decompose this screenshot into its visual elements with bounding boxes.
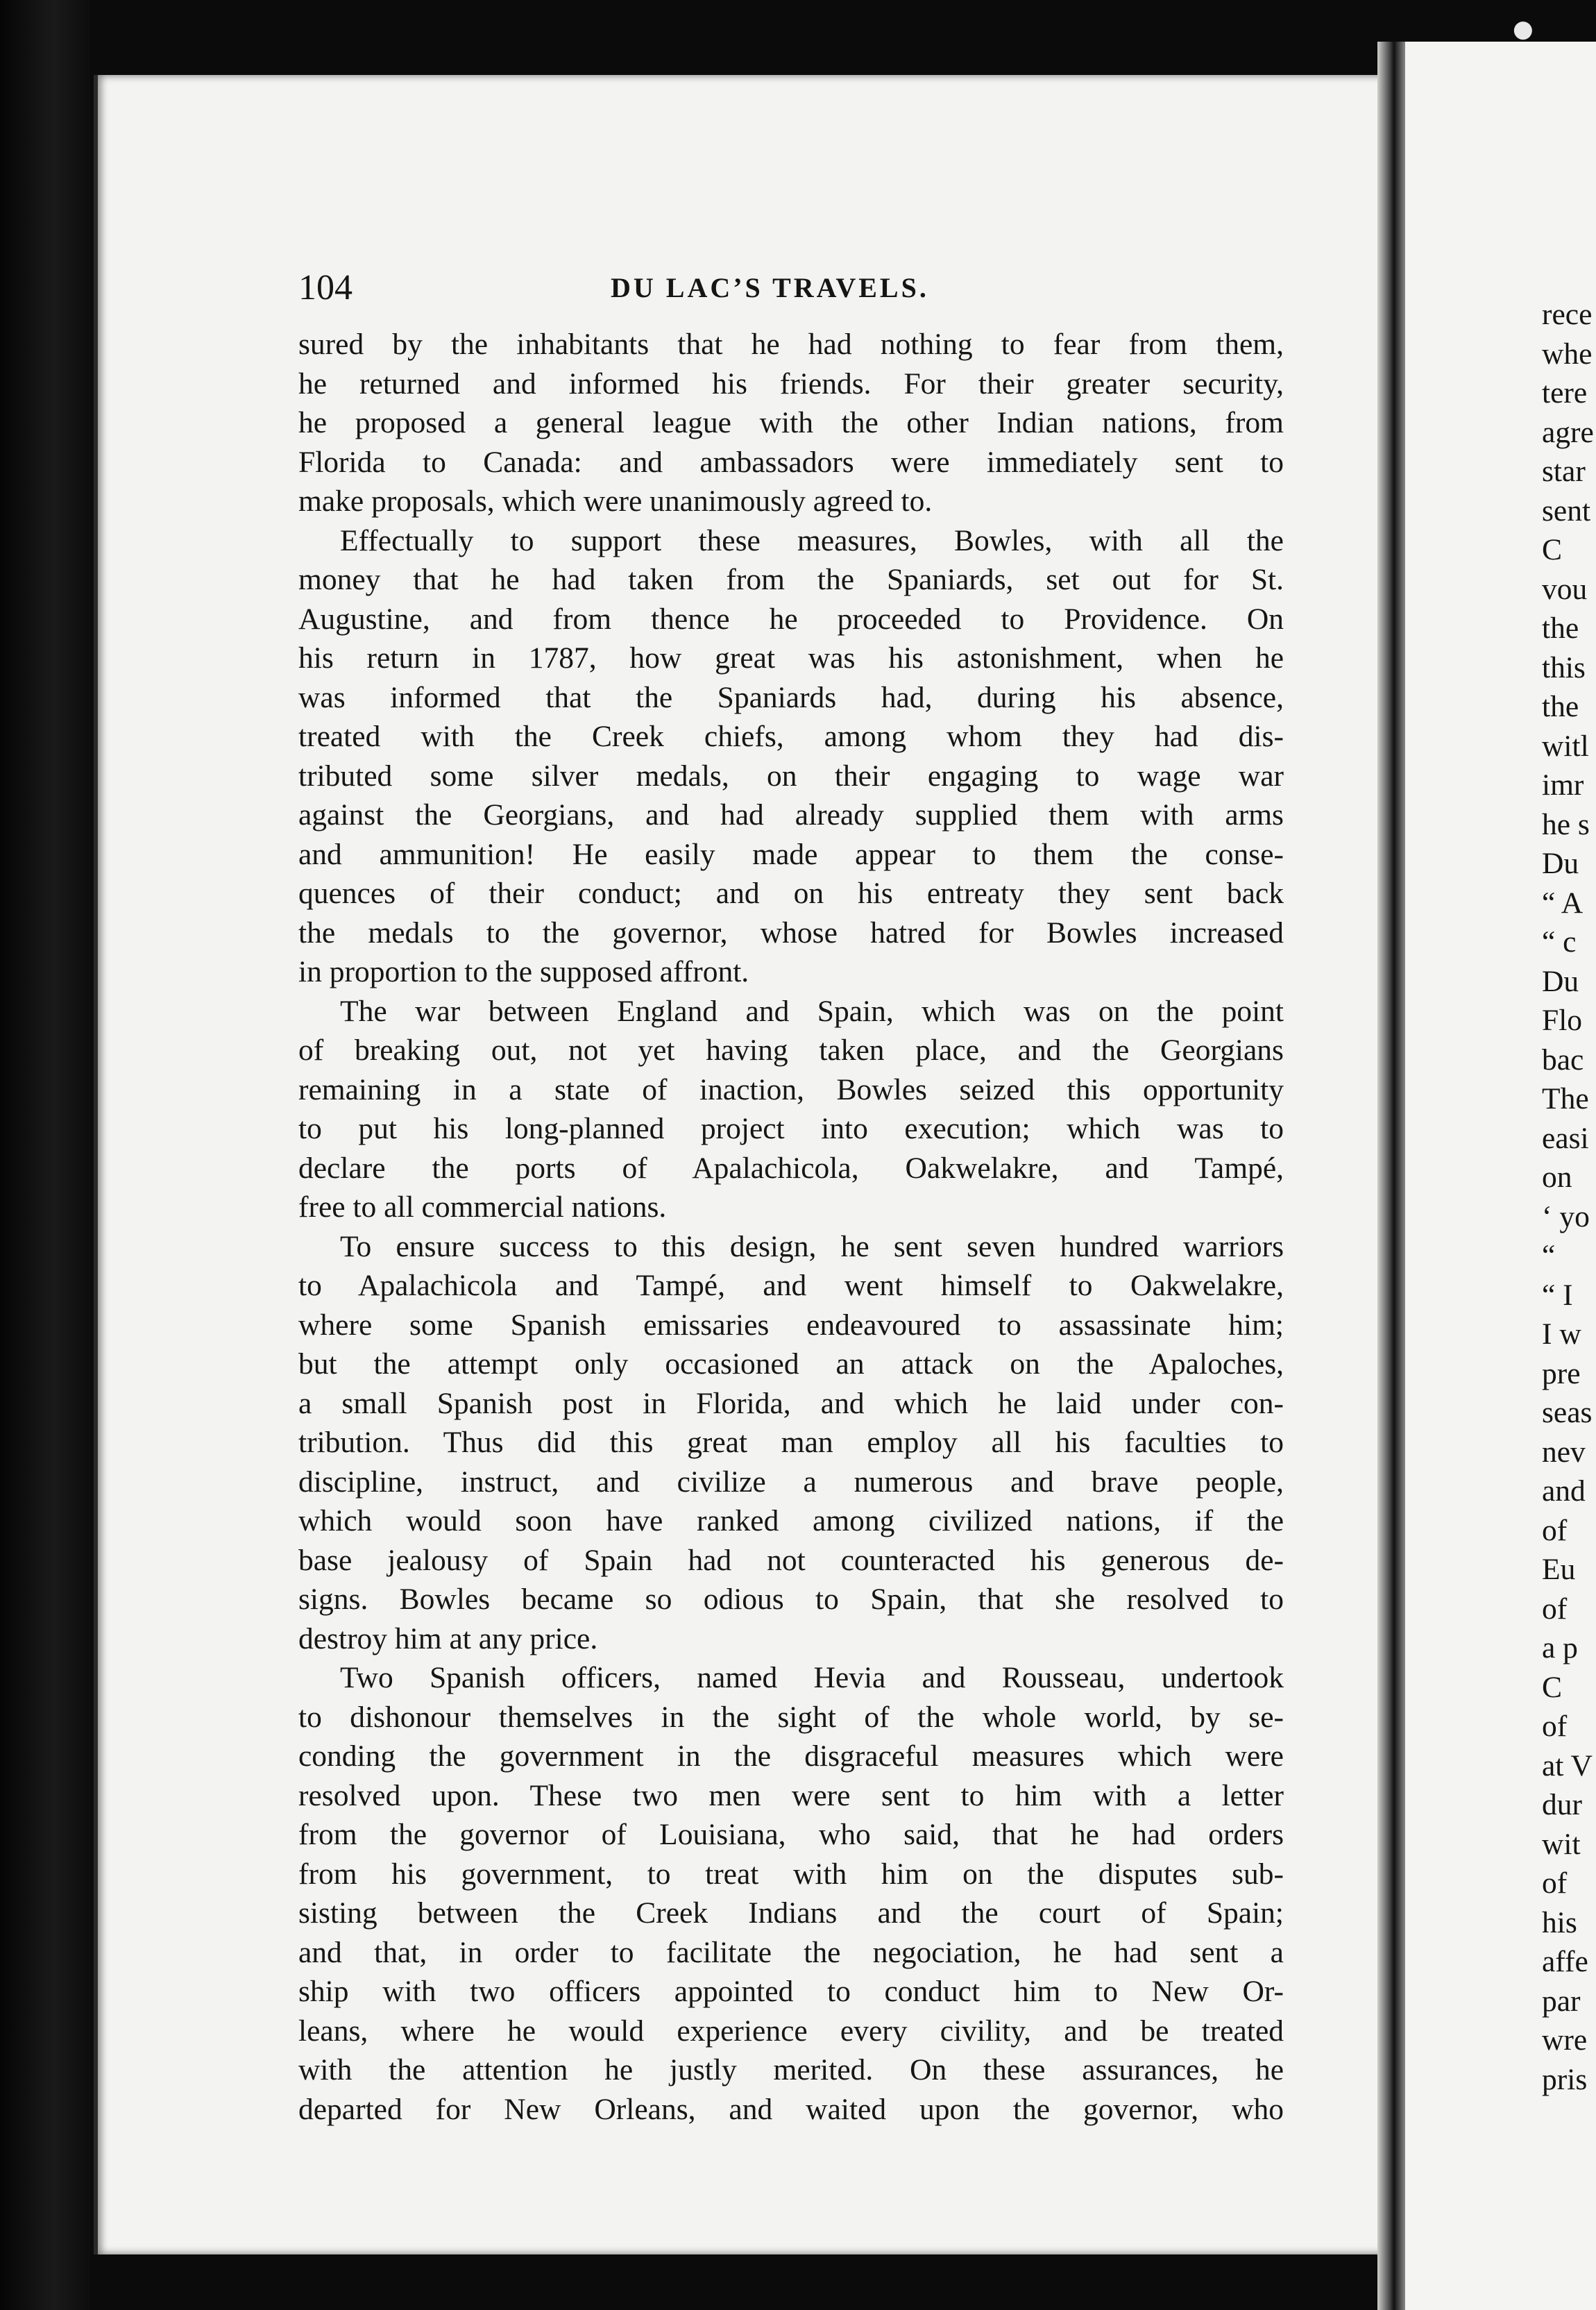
right-page-fragment: easi [1542, 1121, 1589, 1155]
running-head: DU LAC’S TRAVELS. [611, 272, 929, 303]
right-page-fragment: Flo [1542, 1004, 1583, 1037]
text-line: quences of their conduct; and on his entreaty they sent back [298, 877, 1284, 910]
right-page-fragment: and [1542, 1474, 1586, 1508]
page-header [298, 267, 1311, 323]
text-line: destroy him at any price. [298, 1621, 598, 1655]
right-page-fragment: “ c [1542, 925, 1577, 959]
page-number: 104 [298, 268, 353, 307]
right-page-fragment: of [1542, 1513, 1568, 1547]
text-line: he returned and informed his friends. For their greater security, [298, 366, 1284, 401]
scan-mark: ● [1513, 15, 1534, 43]
text-line: make proposals, which were unanimously agreed to. [298, 484, 933, 518]
text-line: The war between England and Spain, which was on the point [340, 994, 1284, 1028]
text-line: money that he had taken from the Spaniards, set out for St. [298, 563, 1284, 596]
body-text [298, 325, 1284, 2129]
text-line: where some Spanish emissaries endeavoured to assassinate him; [298, 1308, 1284, 1342]
right-page-fragment: I w [1542, 1317, 1581, 1351]
right-page-fragment: “ A [1542, 886, 1584, 920]
right-page-fragment: a p [1542, 1631, 1578, 1664]
right-page-fragment: “ [1542, 1239, 1556, 1272]
text-line: his return in 1787, how great was his astonishment, when he [298, 641, 1284, 675]
book-gutter [1377, 42, 1405, 2310]
text-line: to dishonour themselves in the sight of the whole world, by se- [298, 1700, 1284, 1734]
right-page-fragment: of [1542, 1866, 1568, 1900]
text-line: to put his long-planned project into execution; which was to [298, 1112, 1284, 1145]
text-line: and ammunition! He easily made appear to them the conse- [298, 837, 1284, 871]
text-line: Effectually to support these measures, Bowles, with all the [340, 523, 1284, 557]
right-page-fragment: Du [1542, 847, 1579, 880]
text-line: he proposed a general league with the other Indian nations, from [298, 406, 1284, 439]
text-line: discipline, instruct, and civilize a numerous and brave people, [298, 1465, 1284, 1499]
text-line: leans, where he would experience every civility, and be treated [298, 2014, 1284, 2048]
text-line: and that, in order to facilitate the negociation, he had sent a [298, 1935, 1284, 1969]
right-page-fragment: affe [1542, 1945, 1588, 1978]
text-line: tributed some silver medals, on their engaging to wage war [298, 759, 1284, 793]
text-line: free to all commercial nations. [298, 1190, 667, 1224]
right-page-fragment: Du [1542, 964, 1579, 998]
right-page-fragment: whe [1542, 337, 1593, 371]
right-page-fragment: sent [1542, 494, 1591, 528]
text-line: in proportion to the supposed affront. [298, 955, 749, 988]
right-page-fragment: tere [1542, 376, 1588, 410]
text-line: was informed that the Spaniards had, during his absence, [298, 680, 1284, 714]
text-line: a small Spanish post in Florida, and which he laid under con- [298, 1386, 1284, 1420]
right-page-fragment: the [1542, 612, 1579, 645]
right-page-text [1542, 295, 1596, 2099]
text-line: ship with two officers appointed to conduct him to New Or- [298, 1975, 1284, 2008]
right-page-fragment: pris [1542, 2062, 1588, 2096]
text-line: to Apalachicola and Tampé, and went himself to Oakwelakre, [298, 1269, 1284, 1302]
scan-border-left [0, 0, 90, 2310]
right-page-fragment: seas [1542, 1396, 1593, 1429]
text-line: signs. Bowles became so odious to Spain, that she resolved to [298, 1583, 1284, 1616]
right-page-fragment: his [1542, 1905, 1577, 1939]
text-line: against the Georgians, and had already supplied them with arms [298, 798, 1284, 832]
right-page-fragment: the [1542, 690, 1579, 723]
text-line: from the governor of Louisiana, who said, that he had orders [298, 1818, 1284, 1851]
text-line: Two Spanish officers, named Hevia and Rousseau, undertook [340, 1661, 1284, 1694]
text-line: treated with the Creek chiefs, among whom they had dis- [298, 720, 1284, 753]
text-line: departed for New Orleans, and waited upon the governor, who [298, 2092, 1284, 2126]
right-page-fragment: of [1542, 1592, 1568, 1626]
text-line: of breaking out, not yet having taken place, and the Georgians [298, 1034, 1284, 1067]
right-page-fragment: witl [1542, 729, 1589, 763]
right-page-fragment: imr [1542, 768, 1584, 802]
right-page-fragment: on [1542, 1161, 1572, 1194]
right-page-fragment: nev [1542, 1435, 1586, 1469]
right-page-fragment: dur [1542, 1788, 1582, 1821]
text-line: sured by the inhabitants that he had nothing to fear from them, [298, 328, 1284, 361]
text-line: from his government, to treat with him on the disputes sub- [298, 1857, 1284, 1891]
right-page-fragment: agre [1542, 415, 1594, 449]
right-page-fragment: pre [1542, 1356, 1581, 1390]
text-line: tribution. Thus did this great man employ all his faculties to [298, 1426, 1284, 1459]
text-line: resolved upon. These two men were sent to him with a letter [298, 1778, 1284, 1812]
right-page-fragment: star [1542, 455, 1586, 488]
text-line: conding the government in the disgraceful measures which were [298, 1739, 1284, 1773]
right-page-fragment: Eu [1542, 1553, 1576, 1586]
right-page-fragment: par [1542, 1984, 1581, 2018]
right-page-fragment: The [1542, 1082, 1589, 1115]
right-page-fragment: wit [1542, 1827, 1581, 1861]
right-page-fragment: C [1542, 1670, 1563, 1704]
right-page-fragment: vou [1542, 572, 1588, 606]
text-line: the medals to the governor, whose hatred for Bowles increased [298, 916, 1284, 950]
text-line: which would soon have ranked among civilized nations, if the [298, 1504, 1284, 1537]
right-page-fragment: C [1542, 533, 1563, 566]
text-line: sisting between the Creek Indians and the court of Spain; [298, 1896, 1284, 1930]
text-line: declare the ports of Apalachicola, Oakwelakre, and Tampé, [298, 1151, 1284, 1185]
right-page-fragment: wre [1542, 2023, 1588, 2057]
text-line: remaining in a state of inaction, Bowles seized this opportunity [298, 1072, 1284, 1106]
right-page-fragment: “ I [1542, 1278, 1573, 1312]
right-page-fragment: he s [1542, 807, 1590, 841]
text-line: but the attempt only occasioned an attack on the Apaloches, [298, 1347, 1284, 1381]
right-page-fragment: ‘ yo [1542, 1199, 1590, 1233]
right-page-fragment: at V [1542, 1748, 1593, 1782]
right-page-fragment: this [1542, 650, 1586, 684]
text-line: with the attention he justly merited. On these assurances, he [298, 2053, 1284, 2086]
text-line: To ensure success to this design, he sent seven hundred warriors [340, 1229, 1284, 1263]
right-page-fragment: rece [1542, 298, 1593, 331]
text-line: Florida to Canada: and ambassadors were immediately sent to [298, 445, 1284, 479]
text-line: base jealousy of Spain had not counteracted his generous de- [298, 1543, 1284, 1577]
text-line: Augustine, and from thence he proceeded to Providence. On [298, 602, 1284, 636]
right-page-fragment: bac [1542, 1043, 1584, 1077]
right-page-fragment: of [1542, 1710, 1568, 1743]
